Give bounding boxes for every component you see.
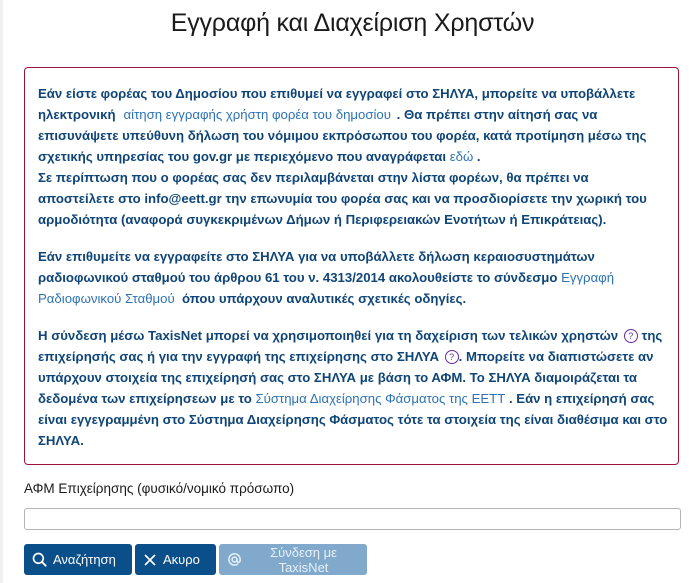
notice-paragraph-radio-station — [38, 246, 668, 309]
at-icon — [227, 552, 242, 567]
declaration-here-link[interactable]: εδώ — [449, 149, 474, 164]
notice-text: Σε περίπτωση που ο φορέας σας δεν περιλαμβάνεται στην λίστα φορέων, θα πρέπει να αποστείλετε στο info@eett.gr την επωνυμία του φορέα σας και να προσδιορίσετε την χωρική του αρμοδιότητα (αναφορά συγκεκριμένων Δήμων ή Περιφερειακών Ενοτήτων ή Επικράτειας). — [38, 170, 647, 227]
notice-text: Η σύνδεση μέσω TaxisNet μπορεί να χρησιμοποιηθεί για τη δαχείριση των τελικών χρηστών — [38, 328, 619, 343]
notice-text: Εάν είστε φορέας του Δημοσίου που επιθυμεί να εγγραφεί στο ΣΗΛΥΑ, μπορείτε να υποβάλλετε ηλεκτρονική — [38, 86, 636, 122]
notice-paragraph-taxisnet — [38, 325, 668, 451]
public-body-registration-link[interactable]: αίτηση εγγραφής χρήστη φορέα του δημοσίου — [123, 107, 391, 122]
info-notice — [24, 67, 679, 465]
notice-text: όπου υπάρχουν αναλυτικές σχετικές οδηγίες. — [182, 291, 467, 306]
cancel-button-label: Ακυρο — [163, 552, 200, 567]
search-icon — [32, 552, 47, 567]
notice-text: . Εάν η επιχείρησή σας είναι εγγεγραμμένη στο Σύστημα Διαχείρησης Φάσματος τότε τα στοιχεία της είναι διαθέσιμα και στο ΣΗΛΥΑ. — [38, 391, 668, 448]
help-icon-end-users[interactable]: ? — [624, 329, 638, 343]
taxisnet-login-button[interactable] — [219, 544, 367, 575]
afm-label: ΑΦΜ Επιχείρησης (φυσικό/νομικό πρόσωπο) — [24, 481, 295, 496]
action-buttons — [24, 544, 367, 575]
page-title: Εγγραφή και Διαχείριση Χρηστών — [170, 9, 535, 37]
notice-text: . Θα πρέπει στην αίτησή σας να επισυνάψετε υπεύθυνη δήλωση του νόμιμου εκπρόσωπου του φορέα, κατά προτίμηση μέσω της σχετικής υπηρεσίας του gov.gr με περιεχόμενο που αναγράφεται — [38, 107, 647, 164]
taxisnet-button-label: Σύνδεση με TaxisNet — [270, 544, 337, 575]
radio-station-registration-link[interactable]: Εγγραφή Ραδιοφωνικού Σταθμού — [38, 270, 615, 306]
help-icon-business-registration[interactable]: ? — [445, 350, 459, 364]
notice-text: της επιχείρησής σας ή για την εγγραφή της επιχείρησης στο ΣΗΛΥΑ — [38, 328, 663, 364]
notice-text: Εάν επιθυμείτε να εγγραφείτε στο ΣΗΛΥΑ για να υποβάλλετε δήλωση κεραιοσυστημάτων ραδιοφωνικού σταθμού του άρθρου 61 του ν. 4313/2014 ακολουθείστε το σύνδεσμο — [38, 249, 595, 285]
cancel-button[interactable] — [135, 544, 216, 575]
spectrum-management-system-link[interactable]: Σύστημα Διαχείρησης Φάσματος της ΕΕΤΤ — [255, 391, 506, 406]
search-button-label: Αναζήτηση — [53, 552, 116, 567]
afm-input[interactable] — [24, 508, 681, 530]
close-icon — [143, 553, 157, 567]
search-button[interactable] — [24, 544, 132, 575]
notice-text: . Μπορείτε να διαπιστώσετε αν υπάρχουν στοιχεία της επιχείρησή σας στο ΣΗΛΥΑ με βάση το ΑΦΜ. Το ΣΗΛΥΑ διαμοιράζεται τα δεδομένα των επιχείρησεων με το — [38, 349, 654, 406]
notice-paragraph-public-body — [38, 83, 668, 230]
notice-text: . — [476, 149, 481, 164]
page-edge — [0, 0, 3, 583]
page-container — [24, 0, 681, 575]
